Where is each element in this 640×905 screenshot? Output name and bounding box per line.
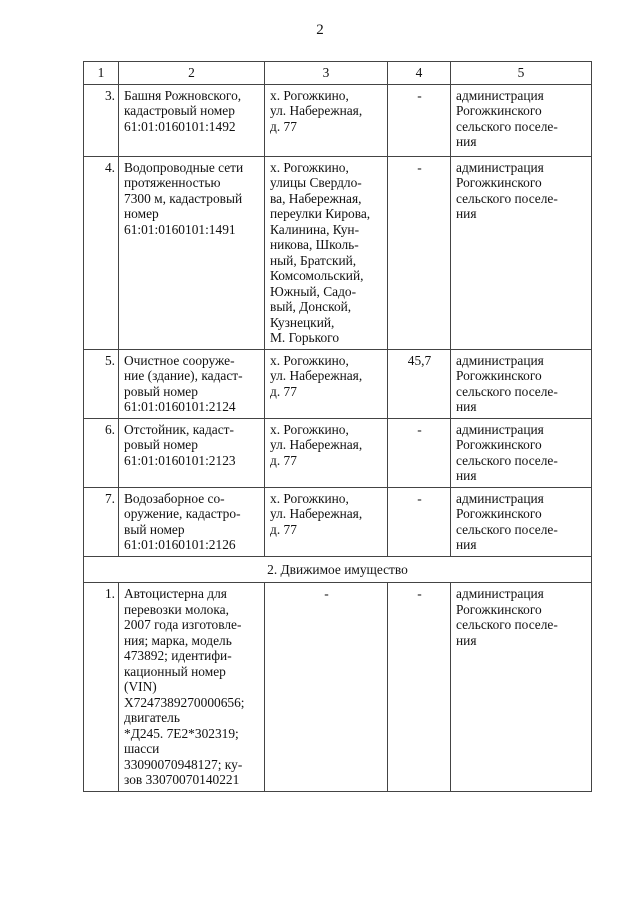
- object-name-line: 2007 года изготовле-: [124, 617, 242, 632]
- object-address-line: Комсомольский,: [270, 268, 364, 283]
- object-owner-line: администрация: [456, 421, 544, 437]
- object-name-line: Очистное сооруже-: [124, 352, 235, 368]
- object-address: [265, 84, 388, 156]
- row-number: 4.: [84, 156, 119, 349]
- object-name-line: 61:01:0160101:2123: [124, 452, 236, 468]
- object-name-line: шасси: [124, 741, 160, 756]
- row-number: 6.: [84, 418, 119, 487]
- object-address-line: ул. Набережная,: [270, 103, 363, 118]
- object-area: 45,7: [388, 349, 451, 418]
- object-name-line: ровый номер: [124, 383, 198, 399]
- object-owner-line: Рогожкинского: [456, 506, 542, 521]
- object-address: [265, 349, 388, 418]
- object-address-line: ул. Набережная,: [270, 368, 363, 383]
- object-name-line: Водопроводные сети: [124, 159, 244, 175]
- object-address-line: улицы Свердло-: [270, 175, 362, 190]
- object-owner-line: администрация: [456, 490, 544, 506]
- object-owner-line: администрация: [456, 586, 544, 601]
- header-cell: 1: [84, 62, 119, 85]
- object-owner-line: Рогожкинского: [456, 103, 542, 118]
- object-name-line: (VIN): [124, 679, 157, 694]
- object-owner-line: сельского поселе-: [456, 617, 558, 632]
- object-address: [265, 487, 388, 556]
- object-name-line: 61:01:0160101:2124: [124, 399, 236, 414]
- object-address-line: -: [324, 586, 329, 601]
- object-address-line: ва, Набережная,: [270, 190, 362, 206]
- object-address-line: ул. Набережная,: [270, 506, 363, 521]
- object-address-line: никова, Школь-: [270, 237, 359, 252]
- object-owner: [451, 156, 592, 349]
- object-name-line: вый номер: [124, 521, 185, 537]
- object-address-line: х. Рогожкино,: [270, 159, 349, 175]
- object-owner: [451, 583, 592, 792]
- row-number: 5.: [84, 349, 119, 418]
- object-name: [119, 583, 265, 792]
- object-address-line: ный, Братский,: [270, 252, 357, 268]
- object-address-line: Кузнецкий,: [270, 314, 335, 330]
- object-name-line: Башня Рожновского,: [124, 87, 242, 103]
- object-owner-line: Рогожкинского: [456, 175, 542, 190]
- object-owner-line: Рогожкинского: [456, 368, 542, 383]
- object-owner-line: сельского поселе-: [456, 383, 558, 399]
- object-name-line: 61:01:0160101:1492: [124, 118, 236, 134]
- object-name: [119, 156, 265, 349]
- object-area: -: [388, 156, 451, 349]
- object-name-line: двигатель: [124, 710, 180, 725]
- object-owner-line: сельского поселе-: [456, 118, 558, 134]
- header-cell: 3: [265, 62, 388, 85]
- object-name-line: ния; марка, модель: [124, 632, 232, 648]
- object-owner-line: ния: [456, 468, 477, 483]
- row-number: 1.: [84, 583, 119, 792]
- object-address: [265, 418, 388, 487]
- object-address-line: х. Рогожкино,: [270, 87, 349, 103]
- object-area: -: [388, 487, 451, 556]
- row-number: 7.: [84, 487, 119, 556]
- object-name-line: *Д245. 7Е2*302319;: [124, 725, 239, 741]
- object-name-line: кадастровый номер: [124, 103, 235, 118]
- object-address: [265, 156, 388, 349]
- object-name-line: ровый номер: [124, 437, 198, 452]
- row-number: 3.: [84, 84, 119, 156]
- object-name-line: номер: [124, 206, 159, 221]
- header-cell: 2: [119, 62, 265, 85]
- object-owner-line: администрация: [456, 87, 544, 103]
- object-name-line: ние (здание), кадаст-: [124, 368, 243, 383]
- table-row: [84, 84, 592, 156]
- table-row: [84, 418, 592, 487]
- section-row: [84, 556, 592, 583]
- object-owner-line: Рогожкинского: [456, 601, 542, 617]
- object-owner-line: Рогожкинского: [456, 437, 542, 452]
- object-name-line: Отстойник, кадаст-: [124, 421, 234, 437]
- object-address-line: х. Рогожкино,: [270, 421, 349, 437]
- object-address-line: вый, Донской,: [270, 299, 352, 314]
- object-name-line: 7300 м, кадастровый: [124, 190, 243, 206]
- object-name: [119, 487, 265, 556]
- object-owner-line: администрация: [456, 159, 544, 175]
- header-cell: 4: [388, 62, 451, 85]
- object-area: -: [388, 84, 451, 156]
- object-address-line: д. 77: [270, 452, 297, 468]
- table-row: [84, 583, 592, 792]
- object-owner: [451, 418, 592, 487]
- object-address-line: переулки Кирова,: [270, 206, 371, 221]
- object-address-line: х. Рогожкино,: [270, 352, 349, 368]
- object-address-line: ул. Набережная,: [270, 437, 363, 452]
- object-name-line: оружение, кадастро-: [124, 506, 241, 521]
- table-row: [84, 487, 592, 556]
- object-address-line: д. 77: [270, 118, 297, 134]
- object-owner-line: ния: [456, 632, 477, 648]
- header-row: [84, 62, 592, 85]
- object-owner-line: сельского поселе-: [456, 452, 558, 468]
- object-name-line: 33090070948127; ку-: [124, 756, 243, 772]
- object-owner: [451, 487, 592, 556]
- object-address-line: д. 77: [270, 521, 297, 537]
- object-name-line: 61:01:0160101:1491: [124, 221, 236, 237]
- object-name-line: 473892; идентифи-: [124, 648, 232, 663]
- page-number: 2: [316, 22, 324, 38]
- object-owner-line: ния: [456, 134, 477, 149]
- object-owner-line: ния: [456, 399, 477, 414]
- section-title: 2. Движимое имущество: [84, 556, 592, 583]
- object-name: [119, 418, 265, 487]
- object-name-line: протяженностью: [124, 175, 221, 190]
- object-owner-line: администрация: [456, 352, 544, 368]
- object-owner-line: ния: [456, 206, 477, 221]
- header-cell: 5: [451, 62, 592, 85]
- object-name-line: Водозаборное со-: [124, 490, 225, 506]
- object-address-line: Калинина, Кун-: [270, 221, 360, 237]
- object-area: -: [388, 418, 451, 487]
- object-name: [119, 349, 265, 418]
- object-owner-line: ния: [456, 537, 477, 552]
- object-address-line: д. 77: [270, 383, 297, 399]
- object-owner: [451, 84, 592, 156]
- object-name-line: 61:01:0160101:2126: [124, 537, 236, 552]
- object-owner: [451, 349, 592, 418]
- object-name-line: Автоцистерна для: [124, 586, 227, 601]
- table-row: [84, 349, 592, 418]
- object-name-line: Х7247389270000656;: [124, 694, 245, 710]
- object-address-line: М. Горького: [270, 330, 340, 345]
- object-address: [265, 583, 388, 792]
- object-owner-line: сельского поселе-: [456, 521, 558, 537]
- object-owner-line: сельского поселе-: [456, 190, 558, 206]
- object-address-line: х. Рогожкино,: [270, 490, 349, 506]
- object-area: -: [388, 583, 451, 792]
- object-name-line: перевозки молока,: [124, 601, 229, 617]
- property-table: [83, 61, 592, 792]
- object-name-line: кационный номер: [124, 663, 226, 679]
- object-address-line: Южный, Садо-: [270, 283, 357, 299]
- object-name: [119, 84, 265, 156]
- table-row: [84, 156, 592, 349]
- object-name-line: зов 33070070140221: [124, 772, 240, 787]
